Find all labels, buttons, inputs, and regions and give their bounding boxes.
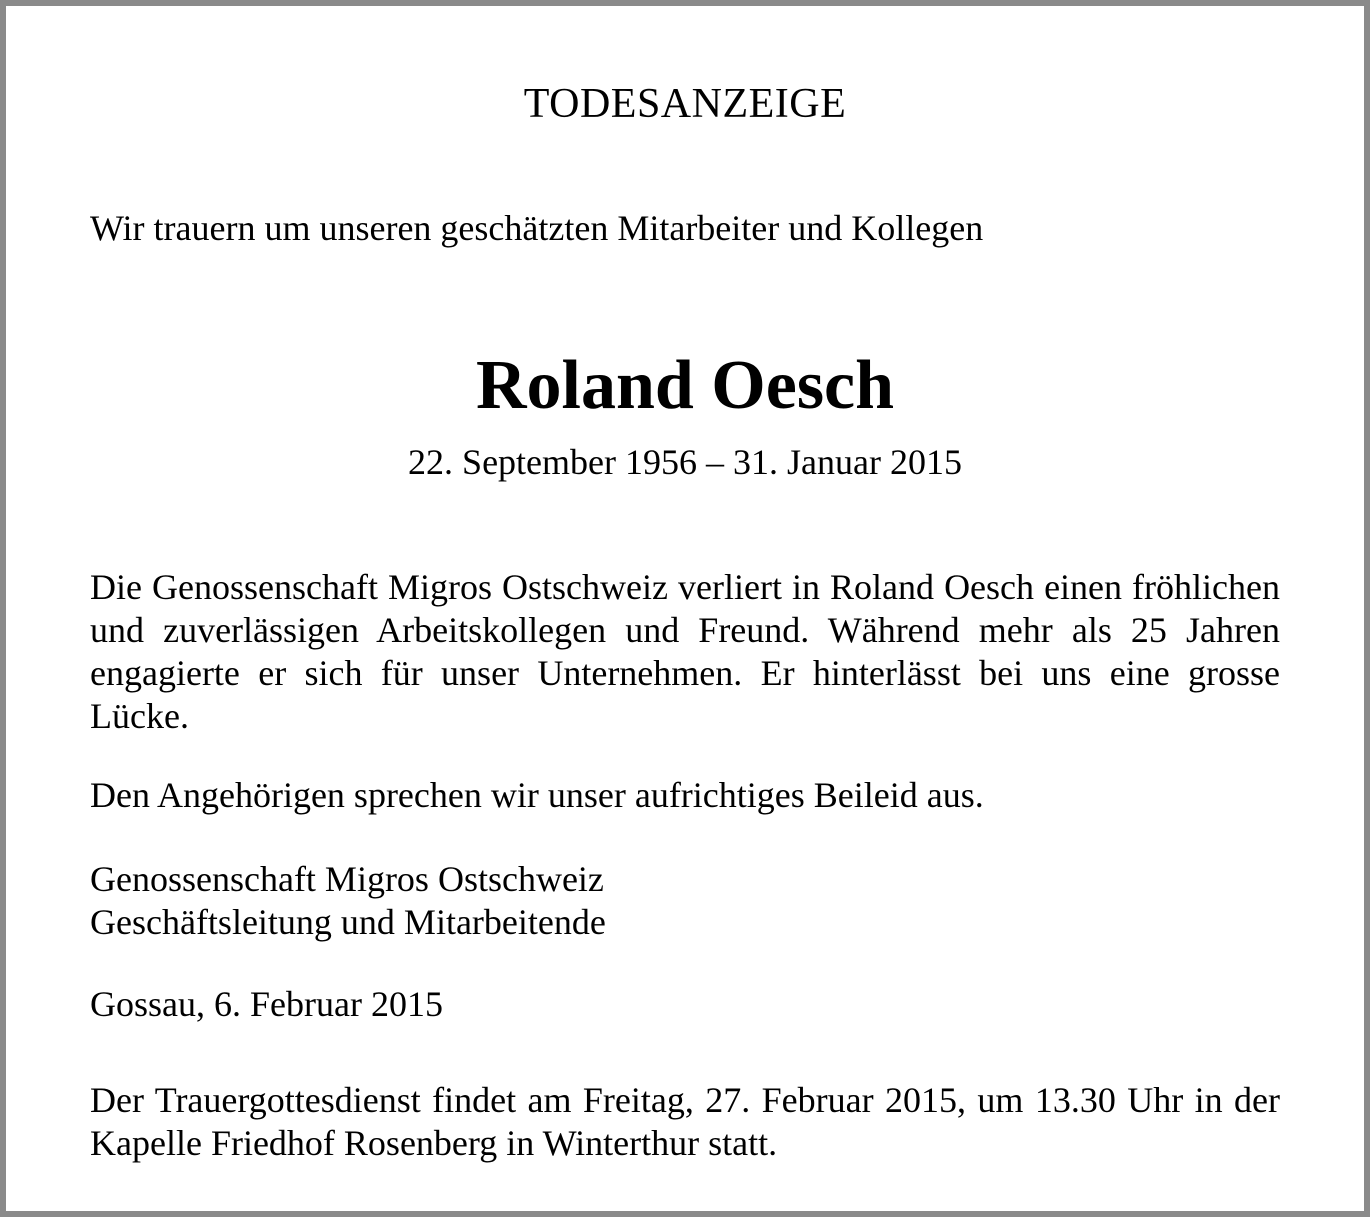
intro-line: Wir trauern um unseren geschätzten Mitarbeiter und Kollegen: [90, 208, 984, 248]
signature-block: [90, 858, 1280, 944]
deceased-name: Roland Oesch: [475, 347, 895, 424]
signature-department: Geschäftsleitung und Mitarbeitende: [90, 902, 606, 942]
notice-heading: TODESANZEIGE: [523, 81, 847, 127]
tribute-paragraph: Die Genossenschaft Migros Ostschweiz verliert in Roland Oesch einen fröhlichen und zuverlässigen Arbeitskollegen und Freund. Während mehr als 25 Jahren engagierte er sich für unser Unternehmen. Er hinterlässt bei uns eine grosse Lücke.: [90, 567, 1280, 736]
condolence-paragraph: Den Angehörigen sprechen wir unser aufrichtiges Beileid aus.: [90, 775, 984, 815]
signature-organization: Genossenschaft Migros Ostschweiz: [90, 859, 604, 899]
place-and-date: Gossau, 6. Februar 2015: [90, 984, 443, 1024]
life-dates: 22. September 1956 – 31. Januar 2015: [408, 442, 962, 482]
service-information: Der Trauergottesdienst findet am Freitag, 27. Februar 2015, um 13.30 Uhr in der Kapelle Friedhof Rosenberg in Winterthur statt.: [90, 1080, 1280, 1163]
